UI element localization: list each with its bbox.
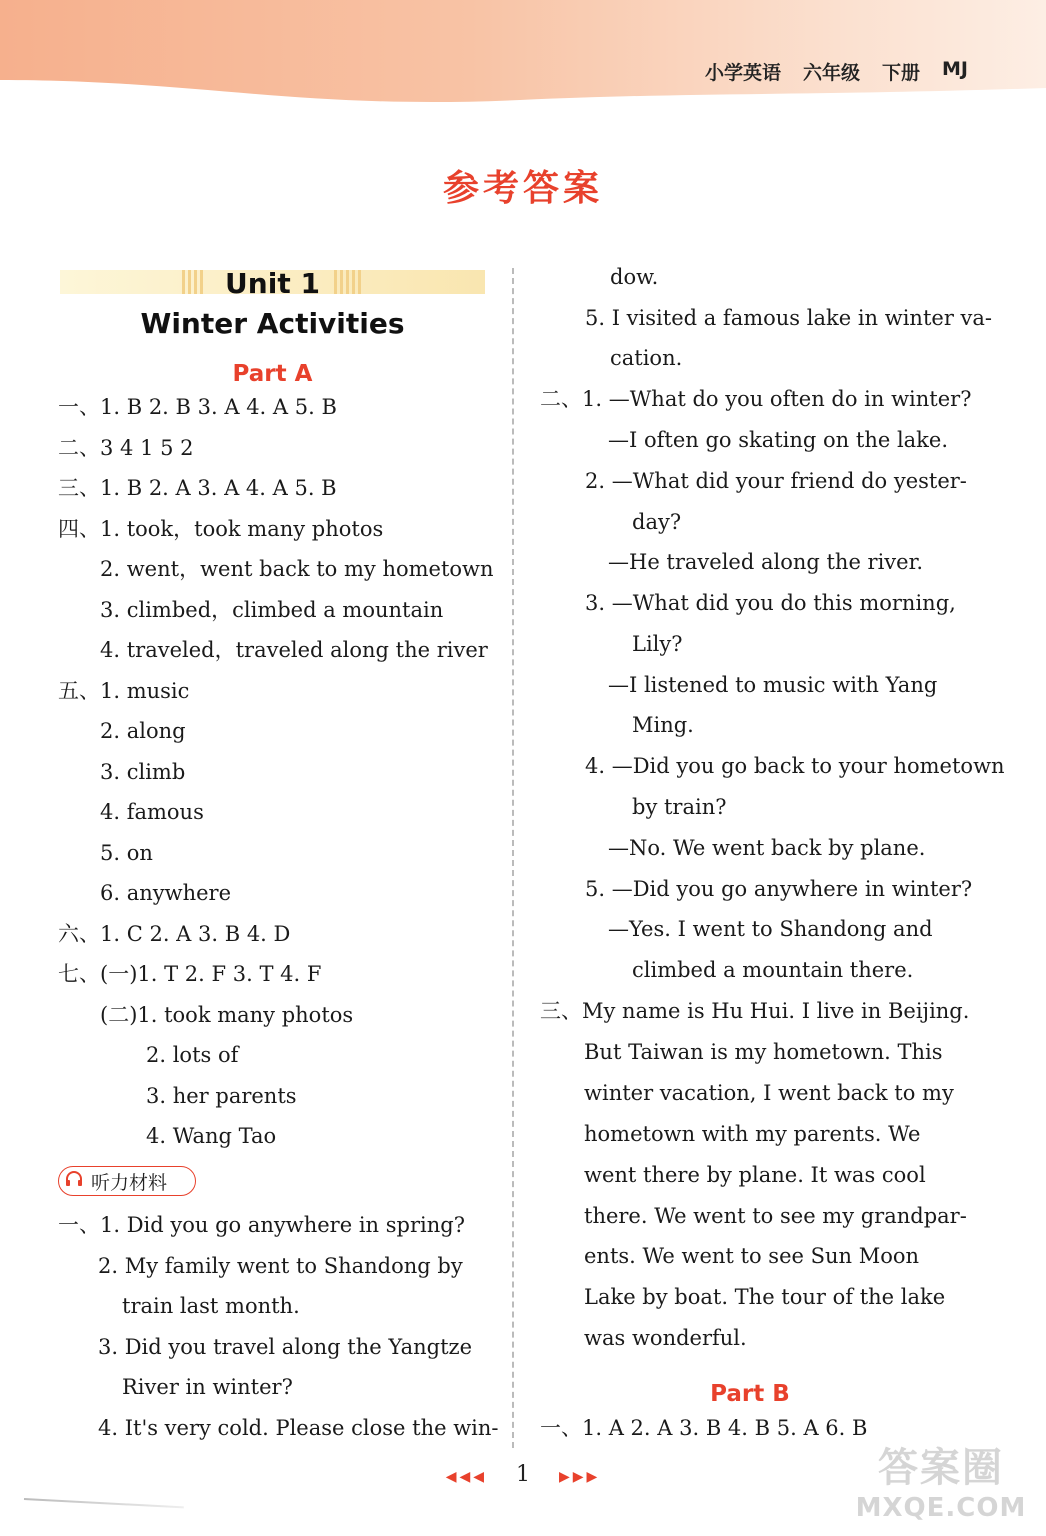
transcript-line: River in winter? (122, 1375, 293, 1399)
answer-line: 六、1. C 2. A 3. B 4. D (58, 922, 291, 946)
answer-line: dow. (610, 265, 659, 289)
answer-line: 4. Wang Tao (146, 1124, 277, 1148)
watermark (846, 1436, 1036, 1526)
answer-line: —No. We went back by plane. (608, 836, 926, 860)
book-meta (705, 58, 968, 85)
answer-line: 2. went，went back to my hometown (100, 557, 494, 581)
answer-line: 2. along (100, 719, 186, 743)
answer-line: 二、1. —What do you often do in winter? (540, 387, 972, 411)
answer-line: 4. traveled，traveled along the river (100, 638, 488, 662)
answer-line: 三、1. B 2. A 3. A 4. A 5. B (58, 476, 337, 500)
left-arrows-icon: ◀◀◀ (445, 1469, 487, 1485)
answer-line: ents. We went to see Sun Moon (584, 1244, 920, 1268)
transcript-line: 3. Did you travel along the Yangtze (98, 1335, 473, 1359)
answer-line: winter vacation, I went back to my (584, 1081, 954, 1105)
answer-line: —I often go skating on the lake. (608, 428, 949, 452)
answer-line: 五、1. music (58, 679, 190, 703)
answer-line: 3. climb (100, 760, 186, 784)
footer-rule (24, 1498, 184, 1508)
answer-line: 3. climbed，climbed a mountain (100, 598, 444, 622)
answer-line: 5. —Did you go anywhere in winter? (585, 877, 973, 901)
answer-line: 2. —What did your friend do yester- (585, 469, 967, 493)
answer-line: (二)1. took many photos (100, 1003, 354, 1027)
answer-line: —I listened to music with Yang (608, 673, 938, 697)
unit-number: Unit 1 (225, 267, 320, 300)
watermark-logo: 答案圈 (878, 1445, 1004, 1491)
listening-material-tag (58, 1166, 196, 1196)
answer-line: 3. —What did you do this morning, (585, 591, 956, 615)
answer-line: 七、(一)1. T 2. F 3. T 4. F (58, 962, 322, 986)
answer-line: 一、1. B 2. B 3. A 4. A 5. B (58, 395, 337, 419)
answer-line: But Taiwan is my hometown. This (584, 1040, 943, 1064)
part-a-heading: Part A (232, 361, 313, 387)
answer-line: 一、1. A 2. A 3. B 4. B 5. A 6. B (540, 1416, 868, 1440)
transcript-line: 2. My family went to Shandong by (98, 1254, 463, 1278)
answer-line: 3. her parents (146, 1084, 297, 1108)
page-number: 1 (516, 1462, 530, 1487)
answer-line: was wonderful. (584, 1326, 747, 1350)
transcript-line: 4. It's very cold. Please close the win- (98, 1416, 499, 1440)
answer-line: went there by plane. It was cool (584, 1163, 926, 1187)
grade-label: 六年级 (802, 62, 860, 84)
answer-line: day? (632, 510, 682, 534)
answer-line: Ming. (632, 713, 694, 737)
answer-line: hometown with my parents. We (584, 1122, 921, 1146)
answer-line: —Yes. I went to Shandong and (608, 917, 933, 941)
answer-line: 二、3 4 1 5 2 (58, 436, 194, 460)
transcript-line: train last month. (122, 1294, 300, 1318)
edition-label: MJ (942, 58, 968, 80)
answer-line: 三、My name is Hu Hui. I live in Beijing. (540, 999, 970, 1023)
answer-line: Lily? (632, 632, 683, 656)
answer-line: climbed a mountain there. (632, 958, 914, 982)
subject-label: 小学英语 (704, 62, 781, 84)
page-title: 参考答案 (442, 168, 603, 209)
answer-line: 6. anywhere (100, 881, 232, 905)
answer-line: cation. (610, 346, 683, 370)
answer-line: 4. famous (100, 800, 204, 824)
answer-line: —He traveled along the river. (608, 550, 924, 574)
answer-line: 5. I visited a famous lake in winter va- (585, 306, 993, 330)
volume-label: 下册 (882, 62, 921, 84)
answer-line: 5. on (100, 841, 153, 865)
column-divider (512, 268, 514, 1448)
listening-material-label: 听力材料 (91, 1171, 168, 1194)
part-b-heading: Part B (710, 1381, 790, 1407)
answer-line: there. We went to see my grandpar- (584, 1204, 967, 1228)
unit-name: Winter Activities (140, 307, 405, 340)
answer-line: by train? (632, 795, 727, 819)
answer-line: Lake by boat. The tour of the lake (584, 1285, 946, 1309)
answer-line: 2. lots of (146, 1043, 239, 1067)
transcript-line: 一、1. Did you go anywhere in spring? (58, 1213, 465, 1237)
right-arrows-icon: ▶▶▶ (559, 1469, 601, 1485)
watermark-url: MXQE.COM (855, 1493, 1027, 1523)
answer-line: 四、1. took，took many photos (58, 517, 384, 541)
answer-line: 4. —Did you go back to your hometown (585, 754, 1005, 778)
headphones-icon (65, 1171, 83, 1192)
